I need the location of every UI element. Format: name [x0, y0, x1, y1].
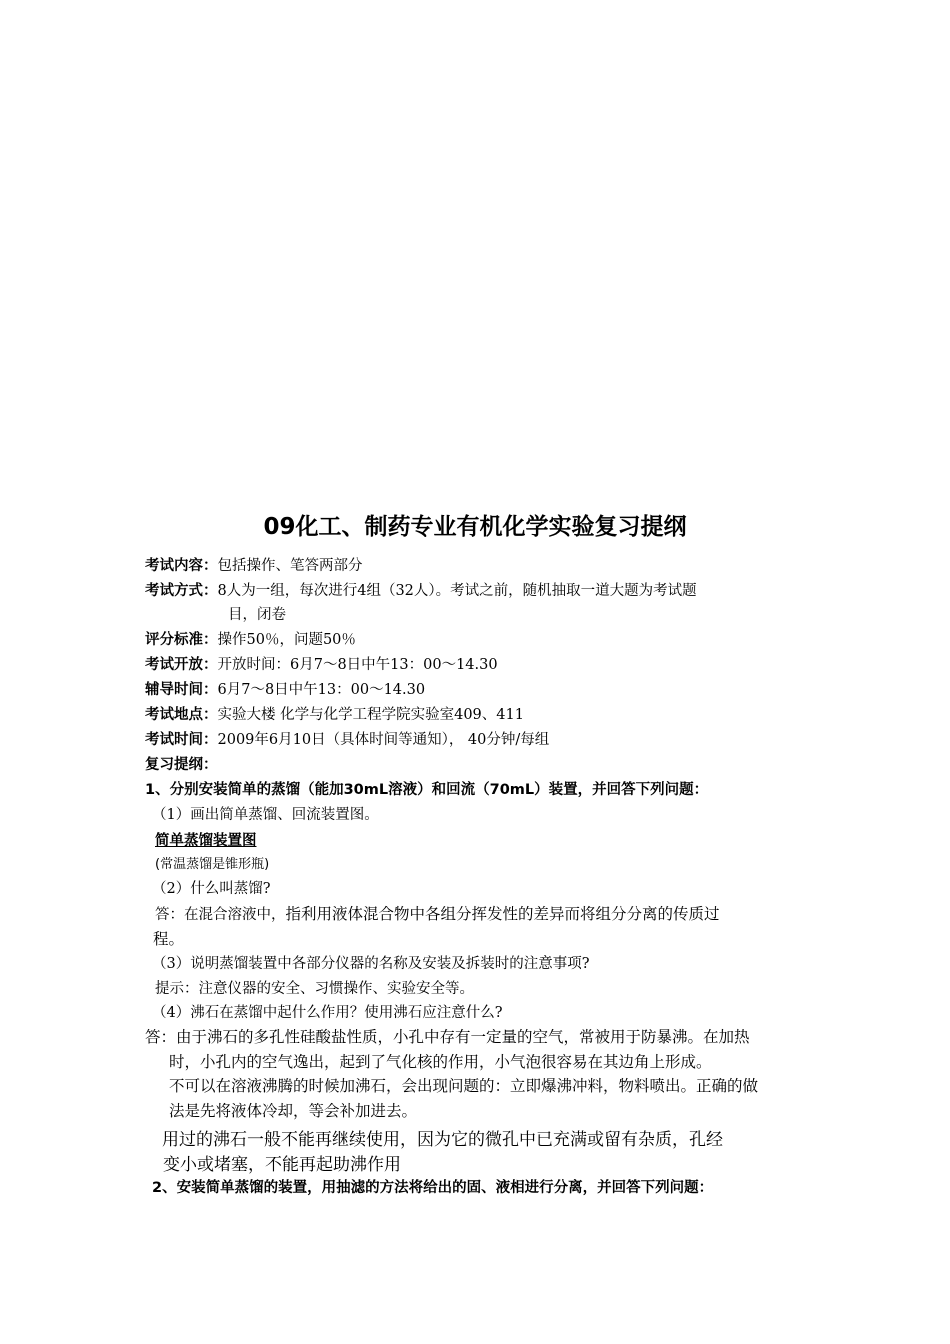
answer-1-4-line-2: 时，小孔内的空气逸出，起到了气化核的作用，小气泡很容易在其边角上形成。 [169, 1053, 712, 1071]
info-label: 考试内容： [145, 558, 218, 574]
answer-1-4-line-1: 答：由于沸石的多孔性硅酸盐性质，小孔中存有一定量的空气，常被用于防暴沸。在加热 [145, 1028, 750, 1046]
info-label: 评分标准： [145, 632, 218, 648]
info-open [145, 653, 498, 674]
info-exam-time [145, 728, 549, 749]
answer-1-4-line-5: 用过的沸石一般不能再继续使用，因为它的微孔中已充满或留有杂质，孔经 [162, 1130, 723, 1150]
answer-1-4-line-6: 变小或堵塞，不能再起助沸作用 [163, 1155, 401, 1175]
info-label: 考试方式： [145, 583, 218, 599]
info-tutoring [145, 678, 425, 699]
info-value: 开放时间：6月7～8日中午13：00～14.30 [217, 657, 498, 673]
answer-prefix: 答：在混合溶液中， [155, 907, 286, 923]
info-value: 8人为一组，每次进行4组（32人）。考试之前，随机抽取一道大题为考试题 [217, 583, 697, 599]
info-grading [145, 628, 356, 649]
info-value: 包括操作、笔答两部分 [217, 558, 363, 574]
info-location [145, 703, 524, 724]
info-label: 考试地点： [145, 707, 218, 723]
info-value: 操作50％，问题50％ [217, 632, 356, 648]
question-1-1: （1）画出简单蒸馏、回流装置图。 [152, 807, 379, 823]
question-1-2: （2）什么叫蒸馏? [152, 881, 271, 897]
answer-1-4-line-4: 法是先将液体冷却，等会补加进去。 [169, 1102, 418, 1120]
answer-1-4-line-3: 不可以在溶液沸腾的时候加沸石，会出现问题的：立即爆沸冲料，物料喷出。正确的做 [169, 1077, 759, 1095]
info-value: 2009年6月10日（具体时间等通知）， 40分钟/每组 [217, 732, 550, 748]
info-label: 辅导时间： [145, 682, 218, 698]
question-2-heading: 2、安装简单蒸馏的装置，用抽滤的方法将给出的固、液相进行分离，并回答下列问题： [152, 1180, 714, 1196]
info-exam-method-cont: 目，闭卷 [228, 607, 286, 623]
page-title: 09化工、制药专业有机化学实验复习提纲 [263, 514, 687, 540]
info-value: 6月7～8日中午13：00～14.30 [217, 682, 426, 698]
diagram-note: (常温蒸馏是锥形瓶) [155, 857, 270, 872]
diagram-title: 简单蒸馏装置图 [155, 833, 257, 849]
answer-1-2-cont: 程。 [153, 930, 185, 948]
info-label: 考试时间： [145, 732, 218, 748]
answer-text: 指利用液体混合物中各组分挥发性的差异而将组分分离的传质过 [285, 905, 720, 923]
question-1-heading: 1、分别安装简单的蒸馏（能加30mL溶液）和回流（70mL）装置，并回答下列问题： [145, 782, 709, 798]
question-1-3: （3）说明蒸馏装置中各部分仪器的名称及安装及拆装时的注意事项? [152, 956, 590, 972]
answer-1-2 [155, 902, 720, 924]
info-exam-method [145, 579, 697, 600]
review-label: 复习提纲： [145, 757, 218, 773]
info-value: 实验大楼 化学与化学工程学院实验室409、411 [217, 707, 524, 723]
answer-1-3: 提示：注意仪器的安全、习惯操作、实验安全等。 [155, 981, 474, 997]
info-exam-content [145, 554, 363, 575]
info-label: 考试开放： [145, 657, 218, 673]
question-1-4: （4）沸石在蒸馏中起什么作用？使用沸石应注意什么? [152, 1005, 503, 1021]
